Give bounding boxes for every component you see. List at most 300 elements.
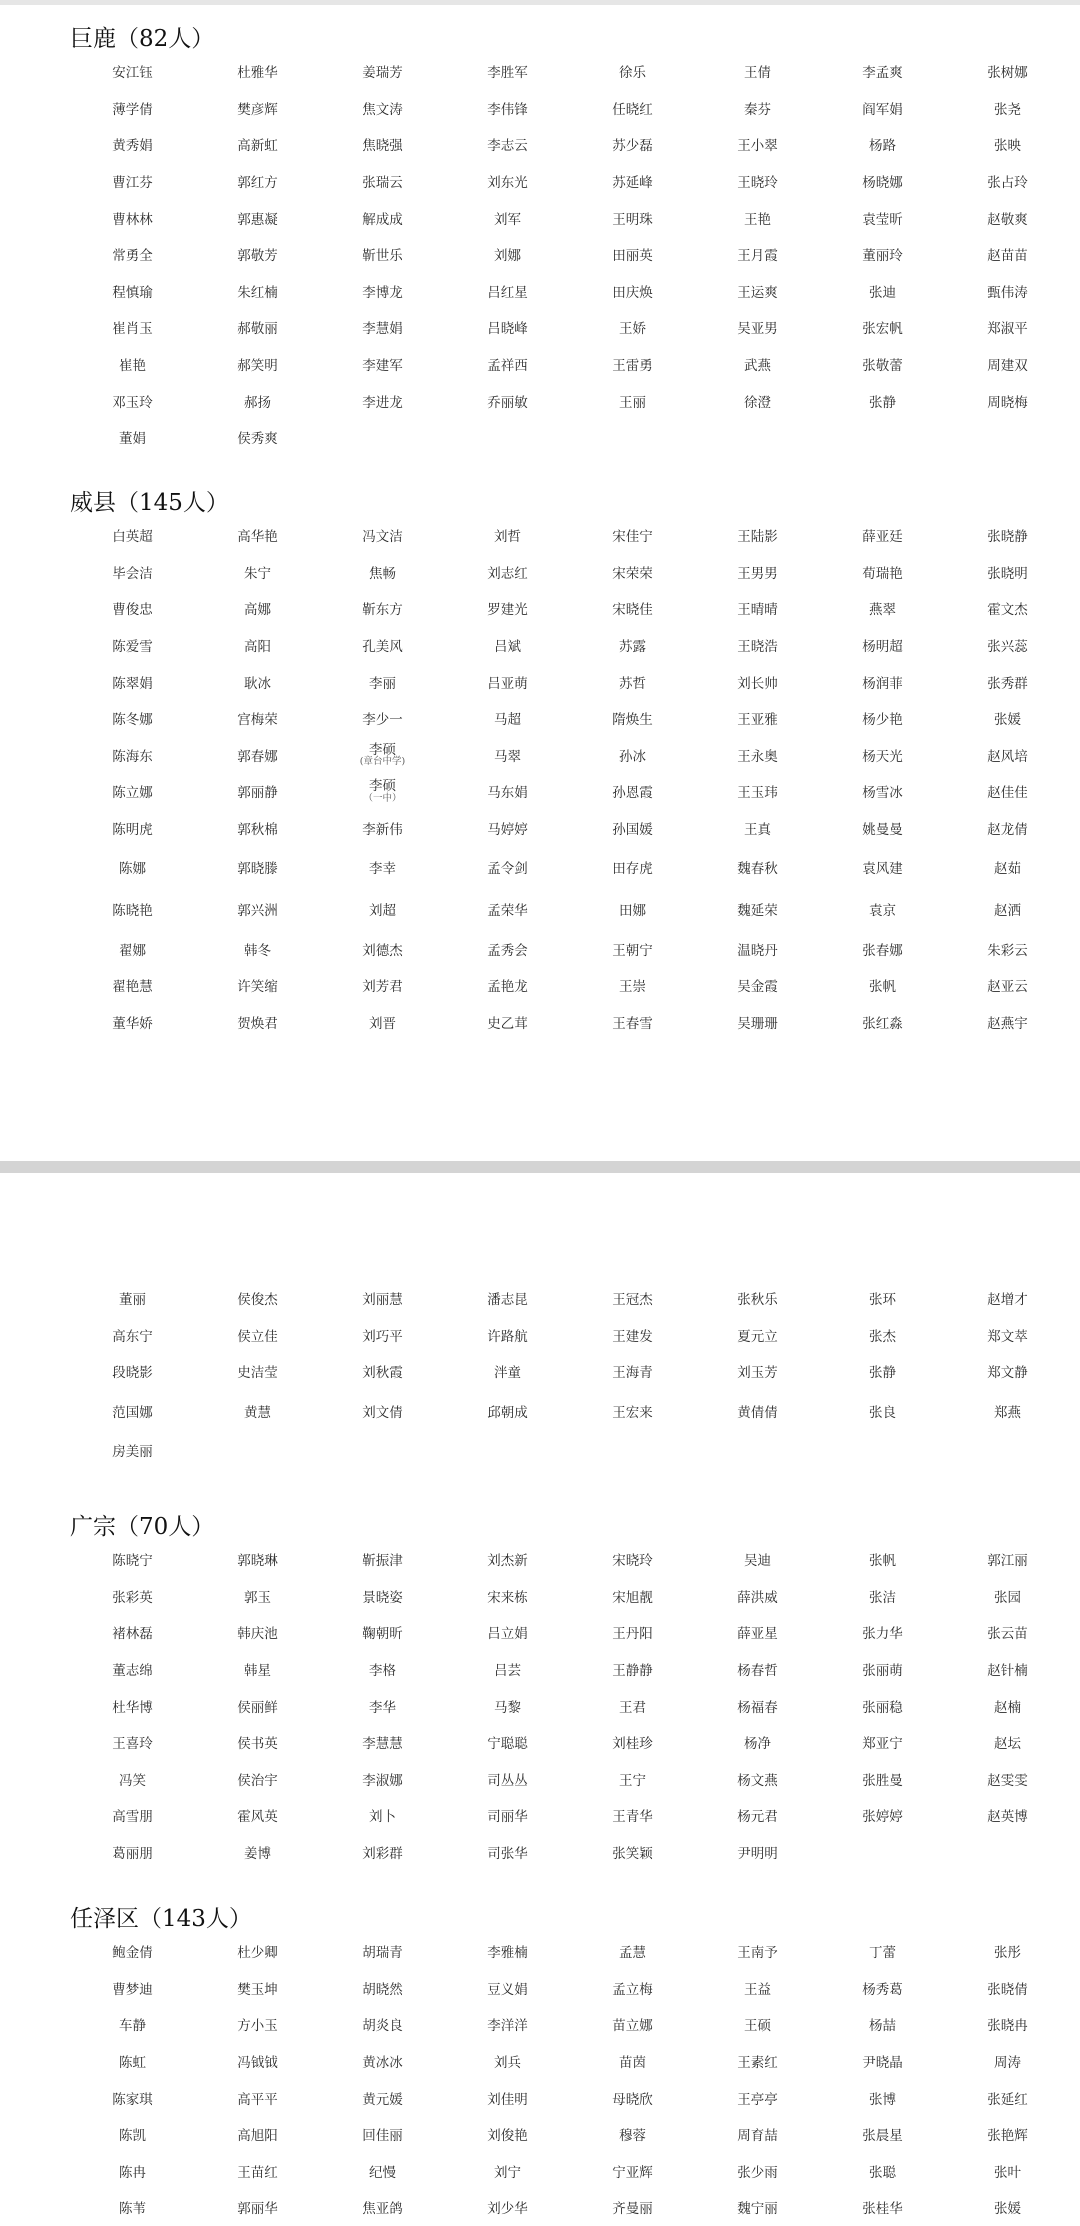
name-entry: 王朝宁 <box>612 942 653 959</box>
name-entry: 胡炎良 <box>362 2018 403 2035</box>
name-entry: 周晓梅 <box>987 394 1028 411</box>
name-entry: 李淑娜 <box>362 1772 403 1789</box>
name-entry: 张力华 <box>862 1626 903 1643</box>
name-entry: 张瑞云 <box>362 175 403 192</box>
name-entry: 徐澄 <box>744 394 771 411</box>
name-entry: 赵亚云 <box>987 979 1028 996</box>
name-entry: 郑燕 <box>994 1404 1021 1421</box>
name-entry: 刘兵 <box>494 2055 521 2072</box>
name-entry: 朱红楠 <box>237 284 278 301</box>
name-entry: 郭兴洲 <box>237 903 278 920</box>
name-entry: 王素红 <box>737 2055 778 2072</box>
name-entry: 常勇全 <box>112 248 153 265</box>
name-entry: 张春娜 <box>862 942 903 959</box>
name-entry: 曹江芬 <box>112 175 153 192</box>
name-entry: 王喜玲 <box>112 1736 153 1753</box>
name-entry: 刘德杰 <box>362 942 403 959</box>
name-entry: 白英超 <box>112 529 153 546</box>
name-entry: 张彤 <box>994 1945 1021 1962</box>
name-entry: 周建双 <box>987 358 1028 375</box>
name-entry: 吴迪 <box>744 1553 771 1570</box>
name-entry: 侯书英 <box>237 1736 278 1753</box>
name-entry: 许笑缩 <box>237 979 278 996</box>
name-entry: 刘少华 <box>487 2201 528 2218</box>
name-entry: 王君 <box>619 1699 646 1716</box>
name-entry: 刘超 <box>369 903 396 920</box>
name-entry: 王明珠 <box>612 211 653 228</box>
name-entry: 吕芸 <box>494 1663 521 1680</box>
name-entry: 侯俊杰 <box>237 1292 278 1309</box>
name-entry: 王男男 <box>737 565 778 582</box>
name-entry: 刘娜 <box>494 248 521 265</box>
name-entry: 曹梦迪 <box>112 1981 153 1998</box>
name-entry: 董志绵 <box>112 1663 153 1680</box>
name-entry: 王月霞 <box>737 248 778 265</box>
name-entry: 刘晋 <box>369 1015 396 1032</box>
name-entry: 董丽玲 <box>862 248 903 265</box>
name-entry: 韩星 <box>244 1663 271 1680</box>
name-entry: 苏延峰 <box>612 175 653 192</box>
name-entry: 靳振津 <box>362 1553 403 1570</box>
name-entry: 王南予 <box>737 1945 778 1962</box>
name-entry: 吕斌 <box>494 639 521 656</box>
name-entry: 陈虹 <box>119 2055 146 2072</box>
name-entry: 杨晓娜 <box>862 175 903 192</box>
name-entry: 张占玲 <box>987 175 1028 192</box>
name-entry: 任晓红 <box>612 101 653 118</box>
name-entry: 范国娜 <box>112 1404 153 1421</box>
name-entry: 薛亚星 <box>737 1626 778 1643</box>
name-entry: 侯治宇 <box>237 1772 278 1789</box>
name-entry: 甄伟涛 <box>987 284 1028 301</box>
name-entry: 朱宁 <box>244 565 271 582</box>
name-entry: 赵龙倩 <box>987 822 1028 839</box>
name-grid-julu <box>70 53 1070 456</box>
name-entry: 安江钰 <box>112 65 153 82</box>
name-entry: 史洁莹 <box>237 1365 278 1382</box>
name-entry: 高新虹 <box>237 138 278 155</box>
name-entry: 刘卜 <box>369 1809 396 1826</box>
name-entry: 张良 <box>869 1404 896 1421</box>
name-entry: 温晓丹 <box>737 942 778 959</box>
name-entry: 回佳丽 <box>362 2128 403 2145</box>
name-entry: 刘巧平 <box>362 1328 403 1345</box>
name-entry: 李慧慧 <box>362 1736 403 1753</box>
name-entry: 陈家琪 <box>112 2091 153 2108</box>
name-entry: 冯文洁 <box>362 529 403 546</box>
name-entry: 李新伟 <box>362 822 403 839</box>
name-entry: 褚林磊 <box>112 1626 153 1643</box>
name-entry: 赵针楠 <box>987 1663 1028 1680</box>
name-entry: 刘桂珍 <box>612 1736 653 1753</box>
name-entry: 张帆 <box>869 1553 896 1570</box>
name-entry: 吕红星 <box>487 284 528 301</box>
name-entry: 高华艳 <box>237 529 278 546</box>
name-entry: 张媛 <box>994 2201 1021 2218</box>
name-entry: 孙冰 <box>619 748 646 765</box>
name-entry: 赵风培 <box>987 748 1028 765</box>
name-entry: 王玉玮 <box>737 785 778 802</box>
name-entry: 孟荣华 <box>487 903 528 920</box>
name-entry: 葛丽朋 <box>112 1846 153 1863</box>
name-entry: 高雪朋 <box>112 1809 153 1826</box>
name-entry: 靳世乐 <box>362 248 403 265</box>
section-title-renze: 任泽区（143人） <box>70 1906 252 1932</box>
name-entry: 郭红方 <box>237 175 278 192</box>
name-entry: 王硕 <box>744 2018 771 2035</box>
name-entry: 孔美风 <box>362 639 403 656</box>
name-entry: 杜雅华 <box>237 65 278 82</box>
name-entry: 王春雪 <box>612 1015 653 1032</box>
name-entry: 李格 <box>369 1663 396 1680</box>
name-entry: 刘东光 <box>487 175 528 192</box>
name-entry: 王静静 <box>612 1663 653 1680</box>
name-entry: 刘长帅 <box>737 675 778 692</box>
name-entry: 郑文萃 <box>987 1328 1028 1345</box>
name-entry: 孙国媛 <box>612 822 653 839</box>
name-entry: 李少一 <box>362 712 403 729</box>
name-entry: 刘文倩 <box>362 1404 403 1421</box>
name-entry: 苗立娜 <box>612 2018 653 2035</box>
name-entry: 王运爽 <box>737 284 778 301</box>
name-entry: 郭玉 <box>244 1589 271 1606</box>
name-entry: 王永奥 <box>737 748 778 765</box>
name-entry: 姚曼曼 <box>862 822 903 839</box>
name-entry: 赵英博 <box>987 1809 1028 1826</box>
name-entry: 赵增才 <box>987 1292 1028 1309</box>
name-entry: 杨路 <box>869 138 896 155</box>
name-entry: 马黎 <box>494 1699 521 1716</box>
name-entry: 杜少卿 <box>237 1945 278 1962</box>
name-entry: 尹明明 <box>737 1846 778 1863</box>
name-entry: 段晓影 <box>112 1365 153 1382</box>
name-entry: 魏宁丽 <box>737 2201 778 2218</box>
name-entry: 翟艳慧 <box>112 979 153 996</box>
name-entry: 孟立梅 <box>612 1981 653 1998</box>
name-entry: 侯丽鲜 <box>237 1699 278 1716</box>
name-entry: 吕立娟 <box>487 1626 528 1643</box>
name-entry: 霍文杰 <box>987 602 1028 619</box>
name-entry: 郑亚宁 <box>862 1736 903 1753</box>
name-entry: 刘俊艳 <box>487 2128 528 2145</box>
name-entry: 孟令剑 <box>487 861 528 878</box>
name-entry: 张兴蕊 <box>987 639 1028 656</box>
name-entry: 陈冉 <box>119 2164 146 2181</box>
name-entry: 司丛丛 <box>487 1772 528 1789</box>
name-entry: 焦晓强 <box>362 138 403 155</box>
name-entry: 史乙茸 <box>487 1015 528 1032</box>
name-entry: 郝敬丽 <box>237 321 278 338</box>
name-entry: 宫梅荣 <box>237 712 278 729</box>
name-entry: 黄冰冰 <box>362 2055 403 2072</box>
name-entry: 司张华 <box>487 1846 528 1863</box>
name-entry: 齐曼丽 <box>612 2201 653 2218</box>
name-entry: 杨喆 <box>869 2018 896 2035</box>
name-entry: 赵茹 <box>994 861 1021 878</box>
name-entry: 焦亚鸽 <box>362 2201 403 2218</box>
name-entry: 张杰 <box>869 1328 896 1345</box>
name-entry: 乔丽敏 <box>487 394 528 411</box>
name-entry: 张婷婷 <box>862 1809 903 1826</box>
name-entry: 张映 <box>994 138 1021 155</box>
name-entry: 鞠朝昕 <box>362 1626 403 1643</box>
name-entry: 胡晓然 <box>362 1981 403 1998</box>
name-entry: 翟娜 <box>119 942 146 959</box>
name-entry: 刘芳君 <box>362 979 403 996</box>
name-entry: 张秋乐 <box>737 1292 778 1309</box>
name-entry: 李硕 (章台中学) <box>359 741 406 767</box>
name-entry: 杨雪冰 <box>862 785 903 802</box>
name-entry: 刘杰新 <box>487 1553 528 1570</box>
name-entry: 张延红 <box>987 2091 1028 2108</box>
name-entry: 宋晓佳 <box>612 602 653 619</box>
name-entry: 魏春秋 <box>737 861 778 878</box>
name-entry: 陈苇 <box>119 2201 146 2218</box>
name-entry: 司丽华 <box>487 1809 528 1826</box>
name-entry: 母晓欣 <box>612 2091 653 2108</box>
name-entry: 方小玉 <box>237 2018 278 2035</box>
name-entry: 张胜曼 <box>862 1772 903 1789</box>
name-entry: 姜博 <box>244 1846 271 1863</box>
name-entry: 张树娜 <box>987 65 1028 82</box>
name-entry: 郭敬芳 <box>237 248 278 265</box>
name-entry: 薄学倩 <box>112 101 153 118</box>
section-title-weixian: 威县（145人） <box>70 490 229 516</box>
section-title-guangzong: 广宗（70人） <box>70 1514 215 1540</box>
name-entry: 张艳辉 <box>987 2128 1028 2145</box>
name-entry: 鲍金倩 <box>112 1945 153 1962</box>
name-entry: 燕翠 <box>869 602 896 619</box>
name-entry: 赵敬爽 <box>987 211 1028 228</box>
name-entry: 杨明超 <box>862 639 903 656</box>
name-entry: 张彩英 <box>112 1589 153 1606</box>
name-entry: 王亭亭 <box>737 2091 778 2108</box>
name-entry: 刘玉芳 <box>737 1365 778 1382</box>
name-entry: 李伟锋 <box>487 101 528 118</box>
name-entry: 张环 <box>869 1292 896 1309</box>
name-entry: 田娜 <box>619 903 646 920</box>
name-entry: 张少雨 <box>737 2164 778 2181</box>
name-entry: 董华娇 <box>112 1015 153 1032</box>
name-entry: 韩庆池 <box>237 1626 278 1643</box>
top-strip <box>0 0 1080 5</box>
name-entry: 郭丽华 <box>237 2201 278 2218</box>
name-entry: 杨福春 <box>737 1699 778 1716</box>
name-entry: 赵雯雯 <box>987 1772 1028 1789</box>
name-entry: 张丽萌 <box>862 1663 903 1680</box>
name-entry: 马东娟 <box>487 785 528 802</box>
name-entry: 苏露 <box>619 639 646 656</box>
name-entry: 曹林林 <box>112 211 153 228</box>
name-entry: 毕会洁 <box>112 565 153 582</box>
name-entry: 丁蕾 <box>869 1945 896 1962</box>
name-entry: 杨春哲 <box>737 1663 778 1680</box>
name-entry: 张云苗 <box>987 1626 1028 1643</box>
name-entry: 郭晓琳 <box>237 1553 278 1570</box>
name-entry: 靳东方 <box>362 602 403 619</box>
name-entry: 刘彩群 <box>362 1846 403 1863</box>
name-entry: 张笑颖 <box>612 1846 653 1863</box>
name-entry: 袁京 <box>869 903 896 920</box>
name-entry: 王建发 <box>612 1328 653 1345</box>
name-entry: 孟艳龙 <box>487 979 528 996</box>
name-entry: 宋来栋 <box>487 1589 528 1606</box>
name-entry: 赵洒 <box>994 903 1021 920</box>
name-entry: 陈海东 <box>112 748 153 765</box>
name-entry: 王倩 <box>744 65 771 82</box>
name-grid-weixian-part2 <box>70 1280 1070 1468</box>
name-entry: 魏延荣 <box>737 903 778 920</box>
name-entry: 朱彩云 <box>987 942 1028 959</box>
name-entry: 杜华博 <box>112 1699 153 1716</box>
name-entry: 冯笑 <box>119 1772 146 1789</box>
name-entry: 李建军 <box>362 358 403 375</box>
name-entry: 李慧娟 <box>362 321 403 338</box>
name-entry: 郭春娜 <box>237 748 278 765</box>
name-entry: 曹俊忠 <box>112 602 153 619</box>
name-entry: 宋荣荣 <box>612 565 653 582</box>
name-entry: 张博 <box>869 2091 896 2108</box>
name-entry: 焦畅 <box>369 565 396 582</box>
name-entry: 崔肖玉 <box>112 321 153 338</box>
name-entry: 张红淼 <box>862 1015 903 1032</box>
name-entry: 郭惠凝 <box>237 211 278 228</box>
name-entry: 王亚雅 <box>737 712 778 729</box>
name-entry: 刘丽慧 <box>362 1292 403 1309</box>
name-entry: 解成成 <box>362 211 403 228</box>
name-entry: 田庆焕 <box>612 284 653 301</box>
section-title-julu: 巨鹿（82人） <box>70 26 215 52</box>
name-entry: 张聪 <box>869 2164 896 2181</box>
name-entry: 陈晓宁 <box>112 1553 153 1570</box>
name-entry: 霍风英 <box>237 1809 278 1826</box>
name-entry: 张静 <box>869 1365 896 1382</box>
name-entry: 吴金霞 <box>737 979 778 996</box>
name-entry: 刘哲 <box>494 529 521 546</box>
name-entry: 孟祥西 <box>487 358 528 375</box>
name-entry: 崔艳 <box>119 358 146 375</box>
name-entry: 张尧 <box>994 101 1021 118</box>
name-entry: 赵坛 <box>994 1736 1021 1753</box>
name-entry: 王小翠 <box>737 138 778 155</box>
name-entry: 尹晓晶 <box>862 2055 903 2072</box>
name-entry: 张叶 <box>994 2164 1021 2181</box>
name-entry: 刘佳明 <box>487 2091 528 2108</box>
name-entry: 郭丽静 <box>237 785 278 802</box>
name-entry: 王宏来 <box>612 1404 653 1421</box>
name-entry: 田存虎 <box>612 861 653 878</box>
name-entry: 陈凯 <box>119 2128 146 2145</box>
name-entry: 王益 <box>744 1981 771 1998</box>
name-entry: 杨少艳 <box>862 712 903 729</box>
name-entry: 袁莹昕 <box>862 211 903 228</box>
name-entry: 刘志红 <box>487 565 528 582</box>
name-entry: 李进龙 <box>362 394 403 411</box>
name-entry: 苗茵 <box>619 2055 646 2072</box>
name-entry: 周涛 <box>994 2055 1021 2072</box>
name-entry: 黄秀娟 <box>112 138 153 155</box>
name-entry: 王真 <box>744 822 771 839</box>
name-entry: 薛洪威 <box>737 1589 778 1606</box>
name-entry: 张迪 <box>869 284 896 301</box>
name-entry: 张晓倩 <box>987 1981 1028 1998</box>
name-entry: 赵燕宇 <box>987 1015 1028 1032</box>
name-entry: 王丽 <box>619 394 646 411</box>
name-entry: 高平平 <box>237 2091 278 2108</box>
name-entry: 张晓静 <box>987 529 1028 546</box>
name-entry: 杨润菲 <box>862 675 903 692</box>
name-entry: 邓玉玲 <box>112 394 153 411</box>
name-entry: 姜瑞芳 <box>362 65 403 82</box>
name-entry: 王青华 <box>612 1809 653 1826</box>
name-entry: 王娇 <box>619 321 646 338</box>
name-entry: 陈翠娟 <box>112 675 153 692</box>
name-entry: 车静 <box>119 2018 146 2035</box>
name-entry: 吕亚萌 <box>487 675 528 692</box>
name-grid-renze <box>70 1933 1070 2226</box>
name-entry: 陈明虎 <box>112 822 153 839</box>
name-entry: 宋旭靓 <box>612 1589 653 1606</box>
name-grid-guangzong <box>70 1541 1070 1870</box>
name-entry: 樊彦辉 <box>237 101 278 118</box>
name-entry: 王艳 <box>744 211 771 228</box>
name-entry: 杨净 <box>744 1736 771 1753</box>
name-entry: 阎军娟 <box>862 101 903 118</box>
name-entry: 程慎瑜 <box>112 284 153 301</box>
name-entry: 杨天光 <box>862 748 903 765</box>
name-entry: 陈立娜 <box>112 785 153 802</box>
name-entry: 郭江丽 <box>987 1553 1028 1570</box>
name-entry: 穆蓉 <box>619 2128 646 2145</box>
name-entry: 宁聪聪 <box>487 1736 528 1753</box>
name-entry: 郝扬 <box>244 394 271 411</box>
name-entry: 李洋洋 <box>487 2018 528 2035</box>
name-entry: 宁亚辉 <box>612 2164 653 2181</box>
name-entry: 王海青 <box>612 1365 653 1382</box>
name-entry: 吴珊珊 <box>737 1015 778 1032</box>
name-entry: 荀瑞艳 <box>862 565 903 582</box>
name-entry: 陈爱雪 <box>112 639 153 656</box>
name-entry: 泮童 <box>494 1365 521 1382</box>
name-entry: 邱朝成 <box>487 1404 528 1421</box>
name-entry: 韩冬 <box>244 942 271 959</box>
name-entry: 张晨星 <box>862 2128 903 2145</box>
name-entry: 贺焕君 <box>237 1015 278 1032</box>
name-entry: 郭晓滕 <box>237 861 278 878</box>
name-entry: 李丽 <box>369 675 396 692</box>
name-entry: 王雷勇 <box>612 358 653 375</box>
name-entry: 耿冰 <box>244 675 271 692</box>
name-entry: 黄慧 <box>244 1404 271 1421</box>
name-entry: 王晴晴 <box>737 602 778 619</box>
name-entry: 侯秀爽 <box>237 431 278 448</box>
name-entry: 张晓冉 <box>987 2018 1028 2035</box>
name-entry: 武燕 <box>744 358 771 375</box>
name-entry: 宋佳宁 <box>612 529 653 546</box>
name-entry: 王宁 <box>619 1772 646 1789</box>
name-entry: 马翠 <box>494 748 521 765</box>
name-entry: 李博龙 <box>362 284 403 301</box>
name-entry: 董丽 <box>119 1292 146 1309</box>
name-entry: 苏哲 <box>619 675 646 692</box>
name-entry: 张宏帆 <box>862 321 903 338</box>
name-entry: 田丽英 <box>612 248 653 265</box>
name-entry: 张晓明 <box>987 565 1028 582</box>
name-entry: 高旭阳 <box>237 2128 278 2145</box>
name-entry: 高东宁 <box>112 1328 153 1345</box>
name-entry: 郑淑平 <box>987 321 1028 338</box>
name-entry: 冯钺钺 <box>237 2055 278 2072</box>
